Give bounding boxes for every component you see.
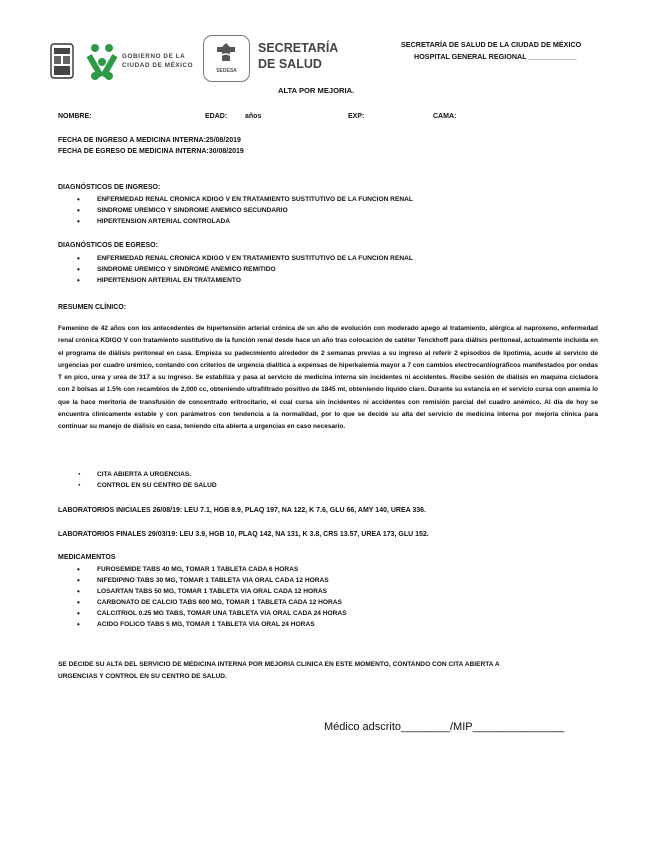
list-item: • HIPERTENSION ARTERIAL CONTROLADA bbox=[59, 216, 413, 227]
list-item: • ENFERMEDAD RENAL CRONICA KDIGO V EN TRATAMIENTO SUSTITUTIVO DE LA FUNCION RENAL bbox=[59, 253, 413, 264]
sedesa-label: SEDESA bbox=[216, 68, 237, 74]
labs-iniciales: LABORATORIOS INICIALES 26/08/19: LEU 7.1, HGB 8.9, PLAQ 197, NA 122, K 7.6, GLU 66, AMY 140, UREA 336. bbox=[58, 507, 427, 514]
fecha-ingreso: FECHA DE INGRESO A MEDICINA INTERNA:25/08/2019 bbox=[58, 137, 241, 144]
gov-cdmx-logo bbox=[50, 41, 200, 87]
exp-label: EXP: bbox=[348, 113, 365, 120]
medicamentos-list bbox=[59, 564, 347, 630]
gov-line1: GOBIERNO DE LA bbox=[122, 53, 186, 60]
list-item: • SINDROME UREMICO Y SINDROME ANEMICO REMITIDO bbox=[59, 264, 413, 275]
header-right-line2: HOSPITAL GENERAL REGIONAL ____________ bbox=[414, 52, 577, 61]
secretaria-line1: SECRETARÍA bbox=[258, 41, 339, 55]
list-item: • CARBONATO DE CALCIO TABS 600 MG, TOMAR 1 TABLETA CADA 12 HORAS bbox=[59, 597, 347, 608]
document-title: ALTA POR MEJORIA. bbox=[278, 86, 355, 95]
resumen-title: RESUMEN CLÍNICO: bbox=[58, 304, 127, 311]
nombre-label: NOMBRE: bbox=[58, 113, 92, 120]
list-item: · CITA ABIERTA A URGENCIAS. bbox=[59, 469, 217, 480]
conclusion-line2: URGENCIAS Y CONTROL EN SU CENTRO DE SALUD. bbox=[58, 673, 227, 680]
conclusion-line1: SE DECIDE SU ALTA DEL SERVICIO DE MEDICINA INTERNA POR MEJORIA CLINICA EN ESTE MOMENTO, CONTANDO CON CITA ABIERTA A bbox=[58, 661, 500, 668]
health-emblem-icon bbox=[215, 41, 237, 65]
list-item: • SINDROME UREMICO Y SINDROME ANEMICO SECUNDARIO bbox=[59, 205, 413, 216]
resumen-text: Femenino de 42 años con los antecedentes de hipertensión arterial crónica de un año de evolución con moderado apego al tratamiento, alérgica al naproxeno, enfermedad renal crónica KDIGO V con tratamiento sustitutivo de la función renal desde hace un año tras colocación de catéter Tenckhoff para diálisis peritoneal, actualmente incluida en el programa de diálisis peritoneal en casa. Empieza su padecimiento alrededor de 2 semanas previas a su ingreso al referir 2 episodios de lipotimia, acude al servicio de urgencias por cuadro urémico, contando con criterios de urgencia dialítica a expensas de hiperkalemia mayor a 7 con cambios electrocardiográficos manifestados por ondas T en pico, urea y urea de 317 a su ingreso. Se estabiliza y pasa al servicio de medicina interna sin incidentes ni accidentes. Recibe sesión de diálisis en maquina cicladora con 2 bolsas al 1.5% con recambios de 2,000 cc, obteniendo ultrafiltrado positivo de 1845 ml, obteniendo líquido claro. Durante su estancia en el servicio cursa con anemia lo que la hace meritoria de transfusión de concentrado eritrocitario, el cual cursa sin incidentes ni accidentes con remisión parcial del cuadro anémico. Al día de hoy se encuentra clínicamente estable y con parámetros con tendencia a la normalidad, por lo que se decide su alta del servicio de medicina interna por mejoría clínica para continuar su manejo de diálisis en casa, teniendo cita abierta a urgencias en caso necesario. bbox=[58, 325, 598, 431]
header-right-line1: SECRETARÍA DE SALUD DE LA CIUDAD DE MÉXICO bbox=[401, 40, 582, 49]
secretaria-line2: DE SALUD bbox=[258, 57, 322, 71]
diag-ingreso-title: DIAGNÓSTICOS DE INGRESO: bbox=[58, 184, 161, 191]
list-item: • LOSARTAN TABS 50 MG, TOMAR 1 TABLETA VIA ORAL CADA 12 HORAS bbox=[59, 586, 347, 597]
medicamentos-title: MEDICAMENTOS bbox=[58, 554, 116, 561]
firma-medico: Médico adscrito________/MIP_______________ bbox=[324, 721, 565, 733]
diag-ingreso-list bbox=[59, 194, 413, 227]
list-item: • CALCITRIOL 0.25 MG TABS, TOMAR UNA TABLETA VIA ORAL CADA 24 HORAS bbox=[59, 608, 347, 619]
list-item: · CONTROL EN SU CENTRO DE SALUD bbox=[59, 480, 217, 491]
diag-egreso-title: DIAGNÓSTICOS DE EGRESO: bbox=[58, 242, 158, 249]
shield-icon bbox=[50, 43, 74, 81]
list-item: • ACIDO FOLICO TABS 5 MG, TOMAR 1 TABLETA VIA ORAL 24 HORAS bbox=[59, 619, 347, 630]
edad-label: EDAD: bbox=[205, 113, 228, 120]
labs-finales: LABORATORIOS FINALES 29/03/19: LEU 3.9, HGB 10, PLAQ 142, NA 131, K 3.8, CRS 13.57, UREA 173, GLU 152. bbox=[58, 531, 429, 538]
instrucciones-list bbox=[59, 469, 217, 491]
list-item: • ENFERMEDAD RENAL CRONICA KDIGO V EN TRATAMIENTO SUSTITUTIVO DE LA FUNCION RENAL bbox=[59, 194, 413, 205]
gov-line2: CIUDAD DE MÉXICO bbox=[122, 62, 194, 69]
list-item: • HIPERTENSION ARTERIAL EN TRATAMIENTO bbox=[59, 275, 413, 286]
list-item: • FUROSEMIDE TABS 40 MG, TOMAR 1 TABLETA CADA 6 HORAS bbox=[59, 564, 347, 575]
cdmx-x-icon bbox=[86, 41, 118, 83]
list-item: • NIFEDIPINO TABS 30 MG, TOMAR 1 TABLETA VIA ORAL CADA 12 HORAS bbox=[59, 575, 347, 586]
edad-unit: años bbox=[245, 113, 262, 120]
diag-egreso-list bbox=[59, 253, 413, 286]
cama-label: CAMA: bbox=[433, 113, 457, 120]
sedesa-logo bbox=[203, 35, 250, 82]
fecha-egreso: FECHA DE EGRESO DE MEDICINA INTERNA:30/08/2019 bbox=[58, 148, 244, 155]
